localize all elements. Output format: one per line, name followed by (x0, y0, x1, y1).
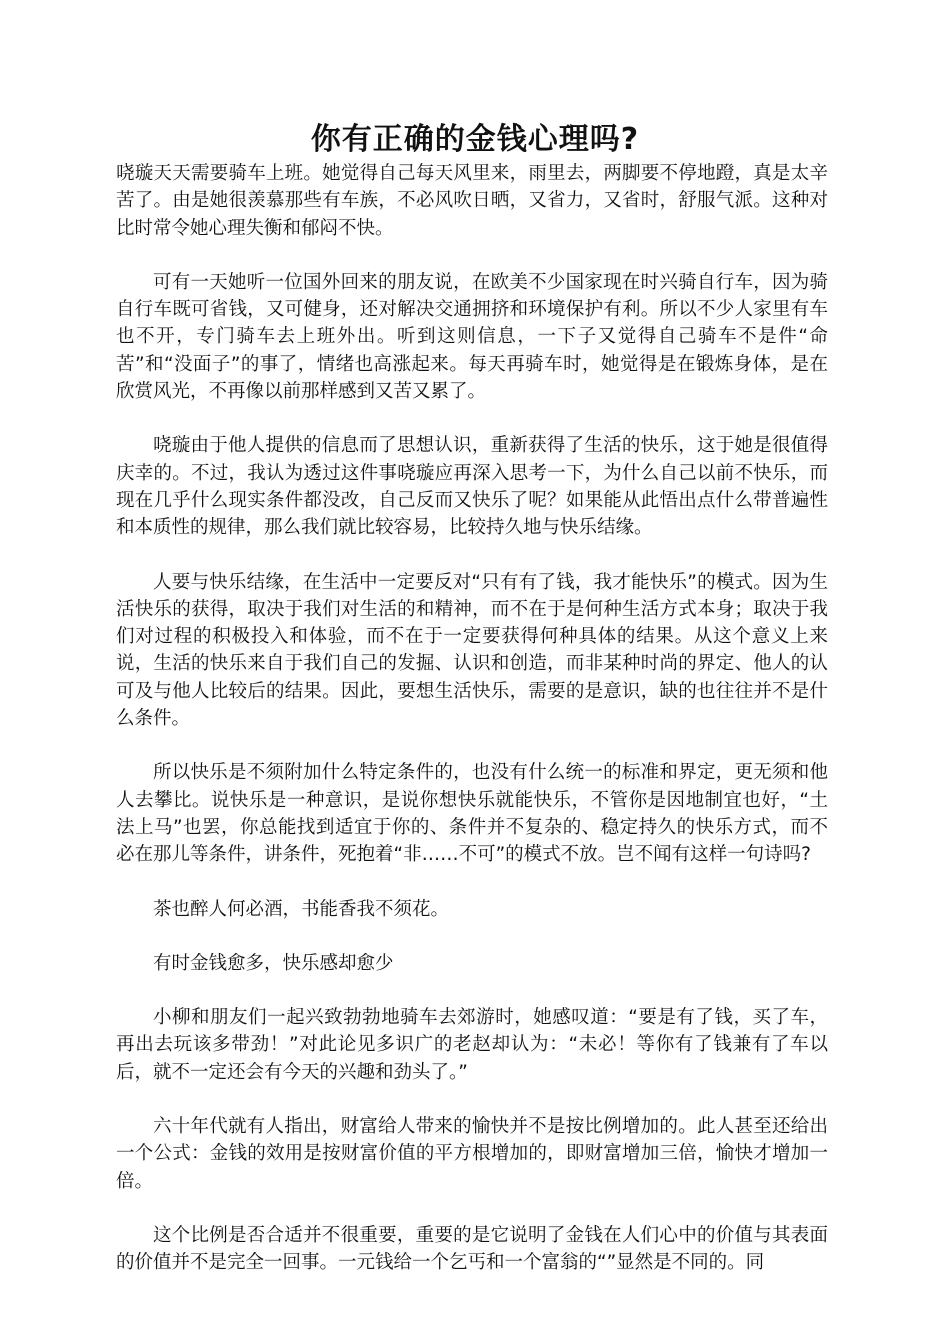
document-title: 你有正确的金钱心理吗? (310, 122, 640, 157)
paragraph: 小柳和朋友们一起兴致勃勃地骑车去郊游时，她感叹道：“要是有了钱，买了车，再出去玩该多带劲！”对此论见多识广的老赵却认为：“未必！等你有了钱兼有了车以后，就不一定还会有今天的兴趣和劲头了。” (116, 1007, 828, 1083)
paragraph: 人要与快乐结缘，在生活中一定要反对“只有有了钱，我才能快乐”的模式。因为生活快乐的获得，取决于我们对生活的和精神，而不在于是何种生活方式本身；取决于我们对过程的积极投入和体验，而不在于一定要获得何种具体的结果。从这个意义上来说，生活的快乐来自于我们自己的发掘、认识和创造，而非某种时尚的界定、他人的认可及与他人比较后的结果。因此，要想生活快乐，需要的是意识，缺的也往往并不是什么条件。 (116, 571, 828, 730)
paragraph: 可有一天她听一位国外回来的朋友说，在欧美不少国家现在时兴骑自行车，因为骑自行车既可省钱，又可健身，还对解决交通拥挤和环境保护有利。所以不少人家里有车也不开，专门骑车去上班外出。听到这则信息，一下子又觉得自己骑车不是件“命苦”和“没面子”的事了，情绪也高涨起来。每天再骑车时，她觉得是在锻炼身体，是在欣赏风光，不再像以前那样感到又苦又累了。 (116, 271, 828, 403)
paragraph: 哓璇由于他人提供的信息而了思想认识，重新获得了生活的快乐，这于她是很值得庆幸的。不过，我认为透过这件事哓璇应再深入思考一下，为什么自己以前不快乐，而现在几乎什么现实条件都没改，自己反而又快乐了呢？如果能从此悟出点什么带普遍性和本质性的规律，那么我们就比较容易，比较持久地与快乐结缘。 (116, 435, 828, 539)
paragraph: 这个比例是否合适并不很重要，重要的是它说明了金钱在人们心中的价值与其表面的价值并不是完全一回事。一元钱给一个乞丐和一个富翁的“”显然是不同的。同 (116, 1224, 828, 1274)
paragraph: 茶也醉人何必酒，书能香我不须花。 (153, 898, 450, 920)
section-heading: 有时金钱愈多，快乐感却愈少 (153, 952, 394, 974)
paragraph: 哓璇天天需要骑车上班。她觉得自己每天风里来，雨里去，两脚要不停地蹬，真是太辛苦了。由是她很羡慕那些有车族，不必风吹日晒，又省力，又省时，舒服气派。这种对比时常令她心理失衡和郁闷不快。 (116, 163, 828, 239)
paragraph: 六十年代就有人指出，财富给人带来的愉快并不是按比例增加的。此人甚至还给出一个公式：金钱的效用是按财富价值的平方根增加的，即财富增加三倍，愉快才增加一倍。 (116, 1116, 828, 1192)
document-body (116, 160, 828, 1304)
paragraph: 所以快乐是不须附加什么特定条件的，也没有什么统一的标准和界定，更无须和他人去攀比。说快乐是一种意识，是说你想快乐就能快乐，不管你是因地制宜也好，“土法上马”也罢，你总能找到适宜于你的、条件并不复杂的、稳定持久的快乐方式，而不必在那儿等条件，讲条件，死抱着“非……不可”的模式不放。岂不闻有这样一句诗吗? (116, 762, 828, 866)
